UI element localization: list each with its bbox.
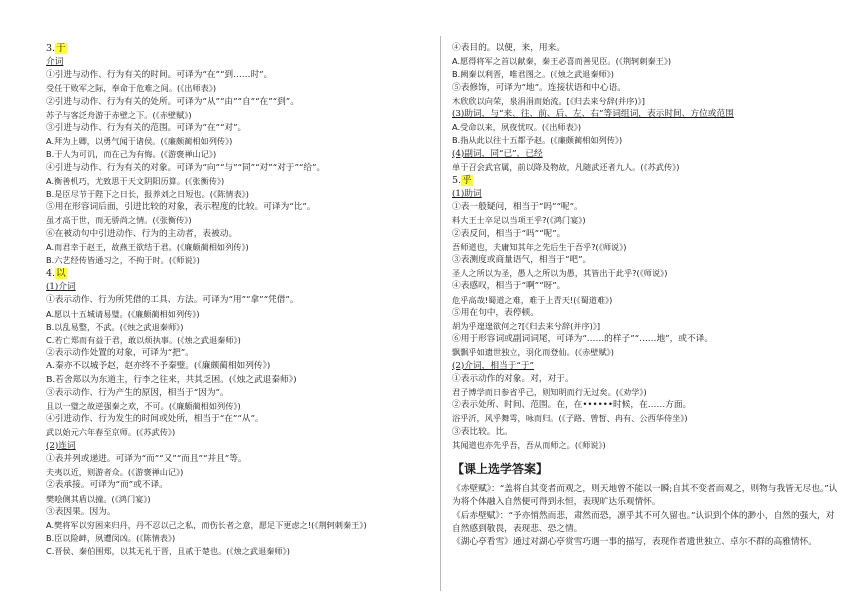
entry-heading xyxy=(452,174,842,188)
explanation-line xyxy=(452,333,842,346)
example-text: 且以一璧之故逆强秦之欢，不可。(《廉颇蔺相如列传》) xyxy=(46,401,241,412)
example-line xyxy=(452,161,842,174)
example-line xyxy=(46,148,430,161)
explanation-text: ②表反问，相当于“吗”“呢”。 xyxy=(452,228,566,239)
example-text: A.愿以十五城请易璧。(《廉颇蔺相如列传》) xyxy=(46,308,200,319)
example-line xyxy=(452,55,842,68)
example-line xyxy=(46,532,430,545)
example-line xyxy=(46,545,430,558)
example-line xyxy=(452,95,842,108)
explanation-line xyxy=(452,426,842,439)
explanation-line xyxy=(452,254,842,267)
example-line xyxy=(452,214,842,227)
explanation-line xyxy=(46,122,430,135)
example-line xyxy=(46,321,430,334)
explanation-text: ③表因果。因为。 xyxy=(46,506,116,517)
subheading-text: (1)助词 xyxy=(452,189,482,200)
explanation-line xyxy=(452,228,842,241)
example-text: A.樊将军以穷困来归丹，丹不忍以己之私，而伤长者之意，愿足下更虑之!(《荆轲刺秦王》) xyxy=(46,519,367,530)
explanation-text: ②表示动作处置的对象，可译为“把”。 xyxy=(46,348,194,359)
explanation-text: ③引进与动作、行为有关的范围。可译为“在”“对”。 xyxy=(46,123,247,134)
explanation-text: ⑥在被动句中引进动作、行为的主动者，表被动。 xyxy=(46,228,238,239)
example-text: 夫夷以近，则游者众。(《游褒禅山记》) xyxy=(46,467,184,478)
subheading-text: (2)连词 xyxy=(46,440,76,451)
example-line xyxy=(46,466,430,479)
explanation-line xyxy=(452,280,842,293)
explanation-line xyxy=(452,399,842,412)
example-text: B.指从此以往十五都予赵。(《廉颇蔺相如列传》) xyxy=(452,135,623,146)
example-text: 单于召会武官属，前以降及物故，凡随武还者九人。(《苏武传》) xyxy=(452,161,680,172)
example-text: B.阙秦以利晋，唯君图之。(《烛之武退秦师》) xyxy=(452,69,614,80)
explanation-line xyxy=(452,82,842,95)
example-line xyxy=(46,254,430,267)
right-lines xyxy=(452,42,842,452)
example-text: 虽才高于世，而无骄尚之情。(《张衡传》) xyxy=(46,215,192,226)
example-line xyxy=(46,241,430,254)
explanation-line xyxy=(452,307,842,320)
example-line xyxy=(46,188,430,201)
example-text: 吾师道也，夫庸知其年之先后生于吾乎?(《师说》) xyxy=(452,241,627,252)
example-text: 樊哙侧其盾以撞。(《鸿门宴》) xyxy=(46,493,151,504)
column-divider xyxy=(440,36,441,591)
example-line xyxy=(46,493,430,506)
left-column xyxy=(46,42,430,559)
entry-number: 5. xyxy=(452,175,462,187)
entry-number: 3. xyxy=(46,43,56,54)
subheading xyxy=(452,188,842,201)
example-text: C.晋侯、秦伯围郑，以其无礼于晋，且贰于楚也。(《烛之武退秦师》) xyxy=(46,546,290,557)
explanation-line xyxy=(46,162,430,175)
example-line xyxy=(46,175,430,188)
explanation-line xyxy=(46,374,430,387)
example-line xyxy=(46,82,430,95)
subheading-text: (1)介词 xyxy=(46,282,76,293)
example-text: 木欣欣以向荣，泉涓涓而始流。[《归去来兮辞(并序)》] xyxy=(452,95,645,106)
explanation-line xyxy=(452,373,842,386)
explanation-text: ⑤用在形容词后面，引进比较的对象，表示程度的比较。可译为“比”。 xyxy=(46,202,316,213)
example-line xyxy=(46,135,430,148)
subheading xyxy=(46,281,430,294)
explanation-text: B.若舍郑以为东道主，行李之往来，共其乏困。(《烛之武退秦师》) xyxy=(46,374,297,385)
explanation-text: ⑤表修饰，可译为“地”。连接状语和中心语。 xyxy=(452,82,626,93)
explanation-line xyxy=(452,201,842,214)
example-text: 受任于败军之际，奉命于危难之间。(《出师表》) xyxy=(46,83,217,94)
example-text: 飘飘乎如遗世独立，羽化而登仙。(《赤壁赋》) xyxy=(452,347,614,358)
explanation-line xyxy=(46,413,430,426)
example-text: B.六艺经传皆通习之，不拘于时。(《师说》) xyxy=(46,255,200,266)
example-text: 其闻道也亦先乎吾，吾从而师之。(《师说》) xyxy=(452,439,606,450)
explanation-text: ④引进动作、行为发生的时间或处所，相当于“在”“从”。 xyxy=(46,414,264,425)
example-text: 圣人之所以为圣，愚人之所以为愚，其皆出于此乎?(《师说》) xyxy=(452,268,668,279)
example-text: B.臣以险衅，夙遭闵凶。(《陈情表》) xyxy=(46,533,176,544)
explanation-text: ①表并列或递进。可译为“而”“又”“而且”“并且”等。 xyxy=(46,453,247,464)
example-line xyxy=(452,134,842,147)
explanation-text: ③表示动作、行为产生的原因，相当于“因为”。 xyxy=(46,387,229,398)
explanation-text: ①表示动作的对象。对，对于。 xyxy=(452,373,574,384)
example-line xyxy=(452,121,842,134)
answer-paragraph: 《湖心亭看雪》通过对湖心亭赏雪巧遇一事的描写，表现作者遗世独立、卓尔不群的高雅情怀。 xyxy=(452,536,817,547)
explanation-line xyxy=(46,479,430,492)
subheading-text: (4)副词，同“已”，已经 xyxy=(452,148,543,159)
explanation-line xyxy=(46,294,430,307)
right-column xyxy=(452,42,842,549)
explanation-text: ②表示处所、时间、范围。在，在••••••时候，在……方面。 xyxy=(452,400,692,411)
explanation-line xyxy=(46,96,430,109)
explanation-text: ⑤用在句中，表停顿。 xyxy=(452,307,539,318)
example-line xyxy=(452,267,842,280)
highlighted-word: 乎 xyxy=(462,175,472,187)
subheading-text: (2)介词，相当于“于” xyxy=(452,360,535,371)
answers-heading: 【课上选学答案】 xyxy=(452,462,549,477)
example-line xyxy=(46,519,430,532)
explanation-text: ④表感叹，相当于“啊”“呀”。 xyxy=(452,281,566,292)
example-line xyxy=(452,241,842,254)
entry-heading xyxy=(46,42,430,56)
subheading-text: (3)助词，与“来、往、前、后、左、右”等词组词，表示时间、方位或范围 xyxy=(452,109,734,120)
example-text: 苏子与客泛舟游于赤壁之下。(《赤壁赋》) xyxy=(46,109,192,120)
example-line xyxy=(452,346,842,359)
highlighted-word: 以 xyxy=(56,268,66,280)
example-text: A.拜为上卿，以勇气闻于诸侯。(《廉颇蔺相如列传》) xyxy=(46,136,233,147)
explanation-line xyxy=(46,201,430,214)
answer-paragraph: 《后赤壁赋》：“予亦悄然而悲，肃然而恐，凛乎其不可久留也。”认识到个体的渺小，自然的强大，对自然感到敬畏，表现悲、恐之情。 xyxy=(452,510,835,534)
example-line xyxy=(452,68,842,81)
example-text: B.以乱易整，不武。(《烛之武退秦师》) xyxy=(46,321,184,332)
example-text: A.受命以来，夙夜忧叹。(《出师表》) xyxy=(452,122,582,133)
explanation-text: ①表示动作、行为所凭借的工具、方法。可译为“用”“拿”“凭借”。 xyxy=(46,295,299,306)
explanation-line xyxy=(46,387,430,400)
example-text: 浴乎沂，风乎舞雩，咏而归。(《子路、曾皙、冉有、公西华侍坐》) xyxy=(452,413,688,424)
example-text: C.若亡郑而有益于君，敢以烦执事。(《烛之武退秦师》) xyxy=(46,335,241,346)
explanation-text: ③表比较。比。 xyxy=(452,426,513,437)
subheading xyxy=(452,360,842,373)
subheading xyxy=(46,56,430,69)
explanation-text: ②引进与动作、行为有关的处所。可译为“从”“由”“自”“在”“到”。 xyxy=(46,96,299,107)
explanation-text: ①表一般疑问，相当于“吗”“呢”。 xyxy=(452,202,583,213)
explanation-line xyxy=(46,453,430,466)
explanation-line xyxy=(46,347,430,360)
entry-heading xyxy=(46,267,430,281)
example-text: B.是臣尽节于陛下之日长，报养刘之日短也。(《陈情表》) xyxy=(46,189,249,200)
example-text: 胡为乎遑遑欲何之?[《归去来兮辞(并序)》] xyxy=(452,321,601,332)
example-line xyxy=(452,320,842,333)
explanation-text: ①引进与动作、行为有关的时间。可译为“在”“到……时”。 xyxy=(46,70,273,81)
example-line xyxy=(452,439,842,452)
explanation-text: ④表目的。以便，来，用来。 xyxy=(452,43,565,53)
explanation-text: ②表承接。可译为“而”或不译。 xyxy=(46,480,168,491)
example-line xyxy=(46,400,430,413)
example-text: 武以始元六年春至京师。(《苏武传》) xyxy=(46,427,176,438)
example-text: A.而君幸于赵王，故燕王欲结于君。(《廉颇蔺相如列传》) xyxy=(46,241,249,252)
example-text: 危乎高哉!蜀道之难，难于上青天!(《蜀道难》) xyxy=(452,294,613,305)
subheading xyxy=(46,440,430,453)
explanation-line xyxy=(46,69,430,82)
explanation-text: A.秦亦不以城予赵，赵亦终不予秦璧。(《廉颇蔺相如列传》) xyxy=(46,361,271,372)
example-line xyxy=(46,308,430,321)
subheading xyxy=(452,148,842,161)
subheading xyxy=(452,108,842,121)
explanation-text: ⑥用于形容词或副词词尾，可译为“……的样子”“……地”，或不译。 xyxy=(452,334,714,345)
example-line xyxy=(46,426,430,439)
explanation-text: ③表测度或商量语气，相当于“吧”。 xyxy=(452,255,592,266)
highlighted-word: 于 xyxy=(56,43,66,54)
example-text: 料大王士卒足以当项王乎?(《鸿门宴》) xyxy=(452,215,586,226)
subheading-text: 介词 xyxy=(46,57,64,67)
explanation-line xyxy=(46,228,430,241)
explanation-line xyxy=(46,360,430,373)
example-text: B.于人为可讥，而在己为有悔。(《游褒禅山记》) xyxy=(46,149,217,160)
example-text: A.衡善机巧，尤致思于天文阴阳历算。(《张衡传》) xyxy=(46,175,225,186)
answer-paragraph: 《赤壁赋》：“盖将自其变者而观之，则天地曾不能以一瞬;自其不变者而观之，则物与我皆无尽也。”认为将个体融入自然便可得到永恒，表现旷达乐观情怀。 xyxy=(452,484,838,508)
example-line xyxy=(452,294,842,307)
entry-number: 4. xyxy=(46,268,56,280)
explanation-line xyxy=(46,506,430,519)
answers-body xyxy=(452,483,842,549)
example-line xyxy=(452,412,842,425)
example-text: A.愿得将军之首以献秦，秦王必喜而善见臣。(《荆轲刺秦王》) xyxy=(452,56,672,67)
example-line xyxy=(46,214,430,227)
explanation-line xyxy=(452,42,842,55)
example-text: 君子博学而日参省乎己，则知明而行无过矣。(《劝学》) xyxy=(452,387,647,398)
example-line xyxy=(452,386,842,399)
explanation-text: ④引进与动作、行为有关的对象。可译为“向”“与”“同”“对”“对于”“给”。 xyxy=(46,162,326,173)
example-line xyxy=(46,334,430,347)
example-line xyxy=(46,109,430,122)
